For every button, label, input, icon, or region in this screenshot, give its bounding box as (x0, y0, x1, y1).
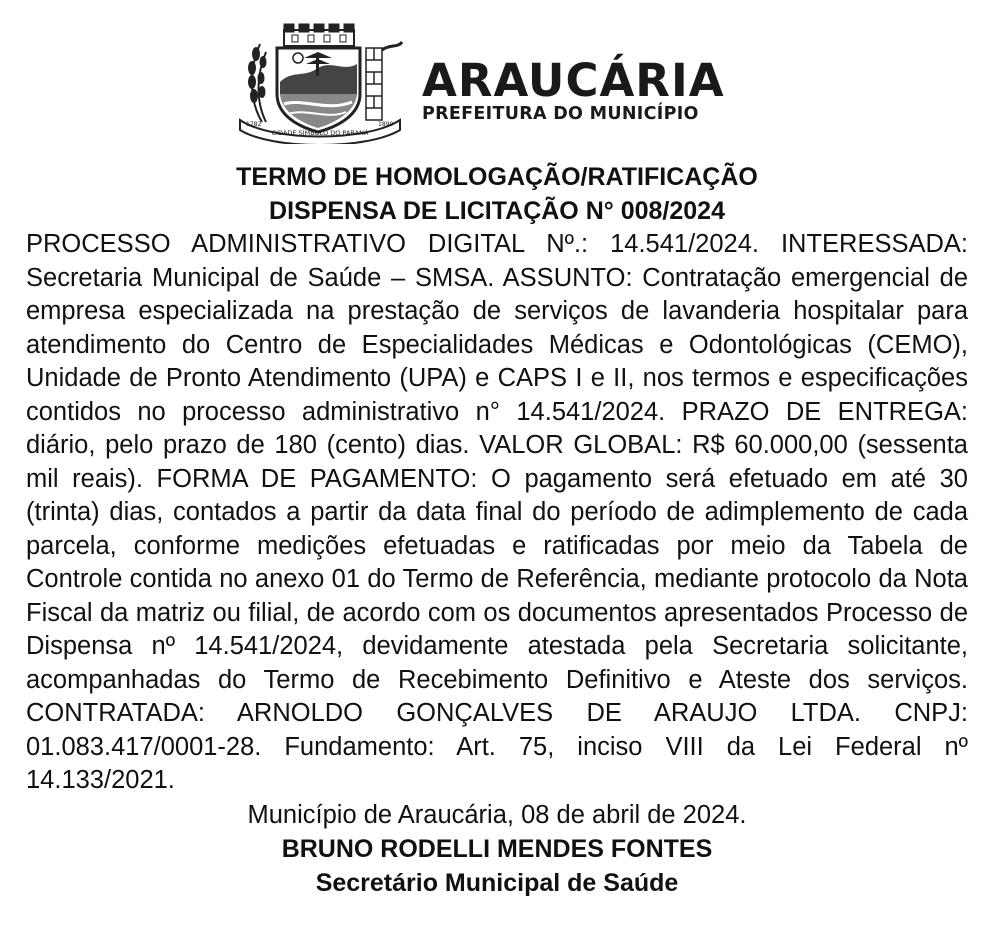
signatory-role: Secretário Municipal de Saúde (315, 868, 679, 897)
crest-motto: CIDADE SÍMBOLO DO PARANÁ (271, 129, 369, 137)
municipality-logo (422, 54, 725, 124)
document-content (26, 160, 968, 900)
page-header (232, 22, 772, 144)
signatory-name: BRUNO RODELLI MENDES FONTES (281, 834, 713, 863)
crest-year-right: 1890 (378, 121, 394, 128)
crest-year-left: 1782 (246, 121, 262, 128)
document-subtitle: DISPENSA DE LICITAÇÃO N° 008/2024 (269, 197, 725, 225)
document-body: PROCESSO ADMINISTRATIVO DIGITAL Nº.: 14.541/2024. INTERESSADA: Secretaria Municipal de Saúde – SMSA. ASSUNTO: Contratação emergencial de empresa especializada na prestação de serviços de lavanderia hospitalar para atendimento do Centro de Especialidades Médicas e Odontológicas (CEMO), Unidade de Pronto Atendimento (UPA) e CAPS I e II, nos termos e especificações contidos no processo administrativo n° 14.541/2024. PRAZO DE ENTREGA: diário, pelo prazo de 180 (cento) dias. VALOR GLOBAL: R$ 60.000,00 (sessenta mil reais). FORMA DE PAGAMENTO: O pagamento será efetuado em até 30 (trinta) dias, contados a partir da data final do período de adimplemento de cada parcela, conforme medições efetuadas e ratificadas por meio da Tabela de Controle contida no anexo 01 do Termo de Referência, mediante protocolo da Nota Fiscal da matriz ou filial, de acordo com os documentos apresentados Processo de Dispensa nº 14.541/2024, devidamente atestada pela Secretaria solicitante, acompanhadas do Termo de Recebimento Definitivo e Ateste dos serviços. CONTRATADA: ARNOLDO GONÇALVES DE ARAUJO LTDA. CNPJ: 01.083.417/0001-28. Fundamento: Art. 75, inciso VIII da Lei Federal nº 14.133/2021. (26, 230, 968, 794)
brand-name: ARAUCÁRIA (422, 54, 725, 107)
brand-subtitle: PREFEITURA DO MUNICÍPIO (422, 104, 699, 124)
document-date: Município de Araucária, 08 de abril de 2024. (247, 800, 747, 829)
coat-of-arms-icon (232, 22, 407, 144)
document-title: TERMO DE HOMOLOGAÇÃO/RATIFICAÇÃO (236, 163, 758, 191)
